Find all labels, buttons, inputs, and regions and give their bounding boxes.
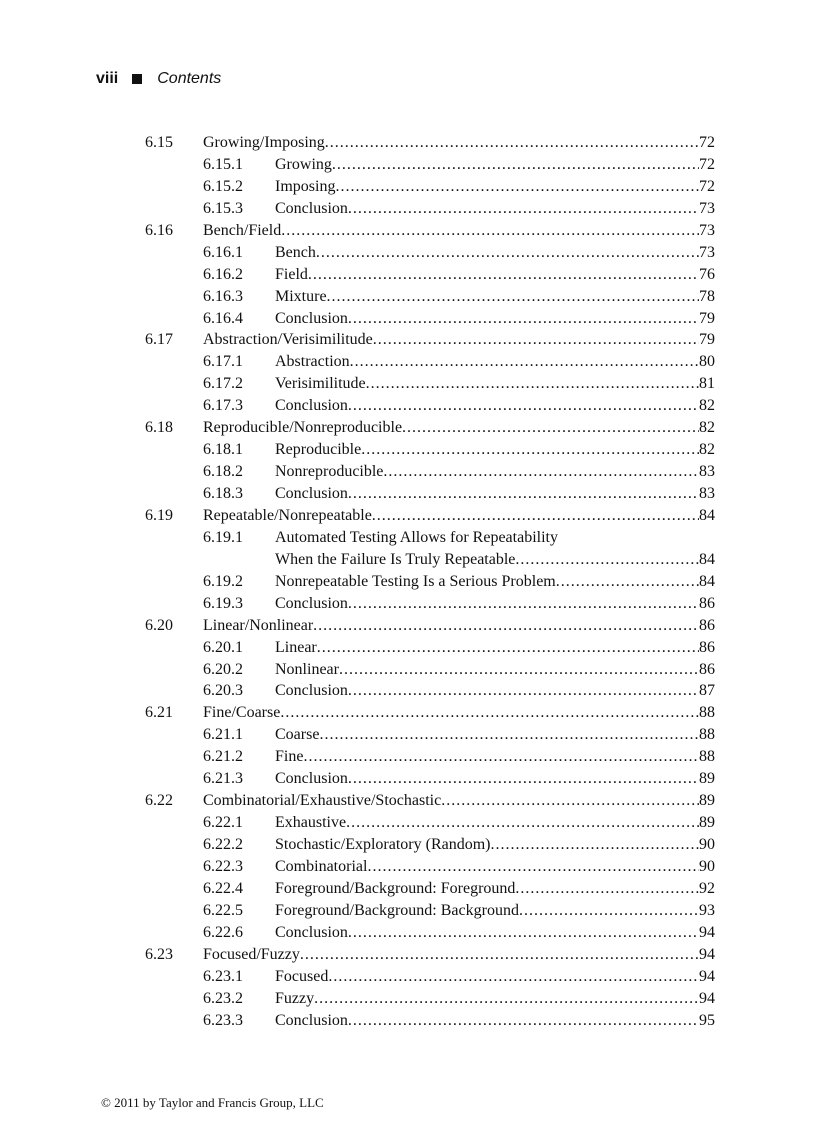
toc-entry-title: Conclusion	[275, 923, 348, 941]
toc-entry-number: 6.20.3	[203, 682, 243, 700]
toc-entry[interactable]	[145, 286, 715, 308]
running-title: Contents	[157, 70, 222, 87]
toc-entry-page: 89	[699, 792, 715, 810]
toc-entry-number: 6.20	[145, 616, 173, 634]
toc-entry-number: 6.22.4	[203, 879, 243, 897]
toc-entry-title: Fine/Coarse	[203, 704, 281, 722]
toc-entry-title: Foreground/Background: Foreground	[275, 879, 516, 897]
toc-entry-number: 6.17	[145, 331, 173, 349]
toc-entry[interactable]	[145, 900, 715, 922]
toc-entry-page: 90	[699, 836, 715, 853]
dot-leader	[348, 593, 699, 615]
toc-entry-page: 89	[699, 814, 715, 832]
dot-leader	[367, 856, 699, 878]
toc-entry-page: 72	[699, 134, 715, 151]
toc-entry-title: Stochastic/Exploratory (Random)	[275, 836, 491, 853]
table-of-contents	[145, 132, 715, 1031]
dot-leader	[348, 768, 699, 790]
toc-entry-number: 6.18	[145, 419, 173, 437]
dot-leader	[515, 878, 699, 900]
toc-entry-page: 82	[699, 441, 715, 459]
dot-leader	[515, 549, 699, 571]
dot-leader	[491, 834, 699, 856]
toc-entry-page: 73	[699, 199, 715, 217]
toc-entry-number: 6.16	[145, 221, 173, 239]
toc-entry-page: 81	[699, 375, 715, 393]
running-header	[96, 68, 221, 90]
toc-entry[interactable]	[145, 220, 715, 242]
toc-entry-number: 6.20.2	[203, 660, 243, 678]
toc-entry-page: 84	[699, 572, 715, 590]
copyright-notice: © 2011 by Taylor and Francis Group, LLC	[101, 1095, 324, 1110]
toc-entry-number: 6.21.1	[203, 726, 243, 744]
toc-entry-title: Fuzzy	[275, 989, 315, 1007]
toc-entry-number: 6.15.1	[203, 155, 243, 173]
dot-leader	[348, 1010, 699, 1032]
toc-entry-number: 6.15.2	[203, 177, 243, 195]
toc-entry-title: Focused/Fuzzy	[203, 945, 300, 963]
toc-entry-title: When the Failure Is Truly Repeatable	[275, 550, 516, 568]
toc-entry-title: Reproducible	[275, 441, 362, 459]
toc-entry-page: 88	[699, 748, 715, 766]
toc-entry-number: 6.17.3	[203, 397, 243, 415]
toc-entry-page: 94	[699, 945, 715, 963]
toc-entry-title: Conclusion	[275, 682, 348, 700]
toc-entry-title: Conclusion	[275, 1011, 348, 1029]
toc-entry[interactable]	[145, 571, 715, 593]
toc-entry[interactable]	[145, 768, 715, 790]
toc-entry-page: 86	[699, 638, 715, 656]
toc-entry[interactable]	[145, 746, 715, 768]
toc-entry[interactable]	[145, 593, 715, 615]
toc-entry[interactable]	[145, 615, 715, 637]
toc-entry[interactable]	[145, 834, 715, 856]
toc-entry-title: Conclusion	[275, 485, 348, 502]
toc-entry-page: 94	[699, 989, 715, 1007]
dot-leader	[328, 966, 699, 988]
toc-entry-page: 90	[699, 857, 715, 875]
toc-entry-number: 6.16.2	[203, 265, 243, 283]
dot-leader	[348, 395, 699, 417]
toc-entry[interactable]	[145, 878, 715, 900]
toc-entry-page: 89	[699, 770, 715, 788]
dot-leader	[300, 944, 699, 966]
toc-entry-title: Growing	[275, 155, 332, 173]
dot-leader	[348, 680, 699, 702]
toc-entry[interactable]	[145, 351, 715, 373]
toc-entry-title: Reproducible/Nonreproducible	[203, 419, 403, 437]
dot-leader	[327, 286, 699, 308]
toc-entry[interactable]	[145, 417, 715, 439]
dot-leader	[308, 264, 699, 286]
toc-entry-number: 6.23.1	[203, 967, 243, 985]
toc-entry[interactable]	[145, 966, 715, 988]
dot-leader	[350, 351, 699, 373]
toc-entry-title: Fine	[275, 748, 304, 766]
dot-leader	[303, 746, 699, 768]
dot-leader	[339, 659, 699, 681]
toc-entry-page: 73	[699, 221, 715, 239]
toc-entry-title: Verisimilitude	[275, 375, 366, 393]
toc-entry-number: 6.16.3	[203, 287, 243, 305]
toc-entry-number: 6.17.2	[203, 375, 243, 393]
dot-leader	[316, 242, 699, 264]
toc-entry-number: 6.19.3	[203, 594, 243, 612]
page-number: viii	[96, 70, 119, 87]
toc-entry-page: 84	[699, 550, 715, 568]
toc-entry[interactable]	[145, 242, 715, 264]
toc-entry[interactable]	[145, 132, 715, 154]
toc-entry-page: 80	[699, 353, 715, 371]
dot-leader	[314, 988, 699, 1010]
dot-leader	[319, 724, 699, 746]
toc-entry-number: 6.16.1	[203, 243, 243, 261]
toc-entry-page: 72	[699, 155, 715, 173]
toc-entry[interactable]	[145, 922, 715, 944]
toc-entry-title: Nonrepeatable Testing Is a Serious Problem	[275, 572, 556, 590]
dot-leader	[441, 790, 699, 812]
dot-leader	[280, 702, 699, 724]
toc-entry-number: 6.23.2	[203, 989, 243, 1007]
toc-entry-number: 6.15.3	[203, 199, 243, 217]
toc-entry-number: 6.19.1	[203, 528, 243, 546]
toc-entry-title: Abstraction/Verisimilitude	[203, 331, 373, 349]
toc-entry-title: Nonreproducible	[275, 463, 384, 481]
toc-entry-page: 82	[699, 397, 715, 415]
dot-leader	[383, 461, 699, 483]
toc-entry-number: 6.22.6	[203, 923, 243, 941]
dot-leader	[332, 154, 699, 176]
toc-entry-title: Conclusion	[275, 594, 348, 612]
toc-entry[interactable]	[145, 659, 715, 681]
toc-entry-title: Conclusion	[275, 309, 348, 327]
toc-entry-page: 79	[699, 331, 715, 349]
toc-entry-page: 76	[699, 265, 715, 283]
toc-entry[interactable]	[145, 198, 715, 220]
toc-entry-number: 6.21.2	[203, 748, 243, 766]
toc-entry-title: Combinatorial	[275, 857, 368, 875]
toc-entry[interactable]	[145, 856, 715, 878]
toc-entry-title: Exhaustive	[275, 814, 347, 832]
dot-leader	[402, 417, 699, 439]
toc-entry-page: 79	[699, 309, 715, 327]
toc-entry-number: 6.22.5	[203, 901, 243, 919]
dot-leader	[372, 505, 699, 527]
toc-entry-page: 88	[699, 704, 715, 722]
toc-entry-continuation[interactable]	[145, 549, 715, 571]
dot-leader	[366, 373, 699, 395]
toc-entry-page: 86	[699, 594, 715, 612]
dot-leader	[348, 922, 699, 944]
toc-entry[interactable]	[145, 395, 715, 417]
toc-entry-title: Bench/Field	[203, 221, 282, 239]
toc-entry-number: 6.22.1	[203, 814, 243, 832]
toc-entry-number: 6.18.2	[203, 463, 243, 481]
toc-entry[interactable]	[145, 308, 715, 330]
toc-entry[interactable]	[145, 439, 715, 461]
toc-entry-number: 6.21.3	[203, 770, 243, 788]
toc-entry-number: 6.20.1	[203, 638, 243, 656]
toc-entry-title: Focused	[275, 967, 329, 985]
dot-leader	[313, 615, 699, 637]
toc-entry[interactable]	[145, 790, 715, 812]
toc-entry-page: 72	[699, 177, 715, 195]
dot-leader	[348, 198, 699, 220]
dot-leader	[519, 900, 699, 922]
toc-entry-number: 6.17.1	[203, 353, 243, 371]
dot-leader	[346, 812, 699, 834]
toc-entry-page: 92	[699, 879, 715, 897]
toc-entry-title: Conclusion	[275, 770, 348, 788]
toc-entry-number: 6.19	[145, 506, 173, 524]
toc-entry-page: 94	[699, 967, 715, 985]
toc-entry[interactable]	[145, 812, 715, 834]
toc-entry-page: 95	[699, 1011, 715, 1029]
toc-entry-number: 6.21	[145, 704, 173, 722]
toc-entry-number: 6.22.2	[203, 836, 243, 853]
toc-entry[interactable]	[145, 461, 715, 483]
toc-entry-title: Combinatorial/Exhaustive/Stochastic	[203, 792, 442, 810]
toc-entry-page: 87	[699, 682, 715, 700]
toc-entry-page: 83	[699, 485, 715, 502]
toc-entry-number: 6.19.2	[203, 572, 243, 590]
square-bullet-icon	[132, 74, 142, 84]
dot-leader	[325, 132, 699, 154]
toc-entry[interactable]	[145, 680, 715, 702]
toc-entry-page: 93	[699, 901, 715, 919]
toc-entry-title: Nonlinear	[275, 660, 339, 678]
toc-entry-title: Conclusion	[275, 199, 348, 217]
toc-entry-number: 6.18.3	[203, 485, 243, 502]
toc-entry[interactable]	[145, 637, 715, 659]
dot-leader	[373, 329, 699, 351]
toc-entry-title: Linear	[275, 638, 317, 656]
toc-entry-title: Mixture	[275, 287, 327, 305]
toc-entry-page: 94	[699, 923, 715, 941]
toc-entry-title: Coarse	[275, 726, 320, 744]
toc-entry[interactable]	[145, 724, 715, 746]
toc-entry-page: 86	[699, 660, 715, 678]
toc-entry[interactable]	[145, 176, 715, 198]
toc-entry-page: 83	[699, 463, 715, 481]
toc-entry-number: 6.16.4	[203, 309, 243, 327]
toc-entry[interactable]	[145, 988, 715, 1010]
toc-entry-title: Foreground/Background: Background	[275, 901, 519, 919]
toc-entry-number: 6.23.3	[203, 1011, 243, 1029]
toc-entry[interactable]	[145, 702, 715, 724]
toc-entry-title: Abstraction	[275, 353, 350, 371]
toc-entry-title: Imposing	[275, 177, 336, 195]
toc-entry[interactable]	[145, 373, 715, 395]
toc-entry[interactable]	[145, 154, 715, 176]
toc-entry-number: 6.18.1	[203, 441, 243, 459]
dot-leader	[348, 483, 699, 505]
toc-entry-title: Growing/Imposing	[203, 134, 325, 151]
toc-entry-page: 78	[699, 287, 715, 305]
dot-leader	[348, 308, 699, 330]
toc-entry-number: 6.22	[145, 792, 173, 810]
dot-leader	[281, 220, 699, 242]
toc-entry-title: Linear/Nonlinear	[203, 616, 314, 634]
toc-entry[interactable]	[145, 944, 715, 966]
toc-entry-number: 6.15	[145, 134, 173, 151]
toc-entry[interactable]	[145, 1010, 715, 1032]
toc-entry-page: 84	[699, 506, 715, 524]
toc-entry-page: 86	[699, 616, 715, 634]
toc-entry-title: Field	[275, 265, 308, 283]
toc-entry-page: 82	[699, 419, 715, 437]
toc-entry-title: Bench	[275, 243, 316, 261]
toc-entry-title: Conclusion	[275, 397, 348, 415]
dot-leader	[335, 176, 699, 198]
dot-leader	[361, 439, 699, 461]
dot-leader	[317, 637, 699, 659]
toc-entry[interactable]	[145, 527, 715, 549]
toc-entry-number: 6.23	[145, 945, 173, 963]
toc-entry[interactable]	[145, 329, 715, 351]
toc-entry-title: Automated Testing Allows for Repeatability	[275, 528, 558, 546]
toc-entry-page: 88	[699, 726, 715, 744]
toc-entry[interactable]	[145, 505, 715, 527]
toc-entry-number: 6.22.3	[203, 857, 243, 875]
toc-entry-page: 73	[699, 243, 715, 261]
toc-entry[interactable]	[145, 483, 715, 505]
toc-entry[interactable]	[145, 264, 715, 286]
dot-leader	[556, 571, 699, 593]
toc-entry-title: Repeatable/Nonrepeatable	[203, 506, 372, 524]
